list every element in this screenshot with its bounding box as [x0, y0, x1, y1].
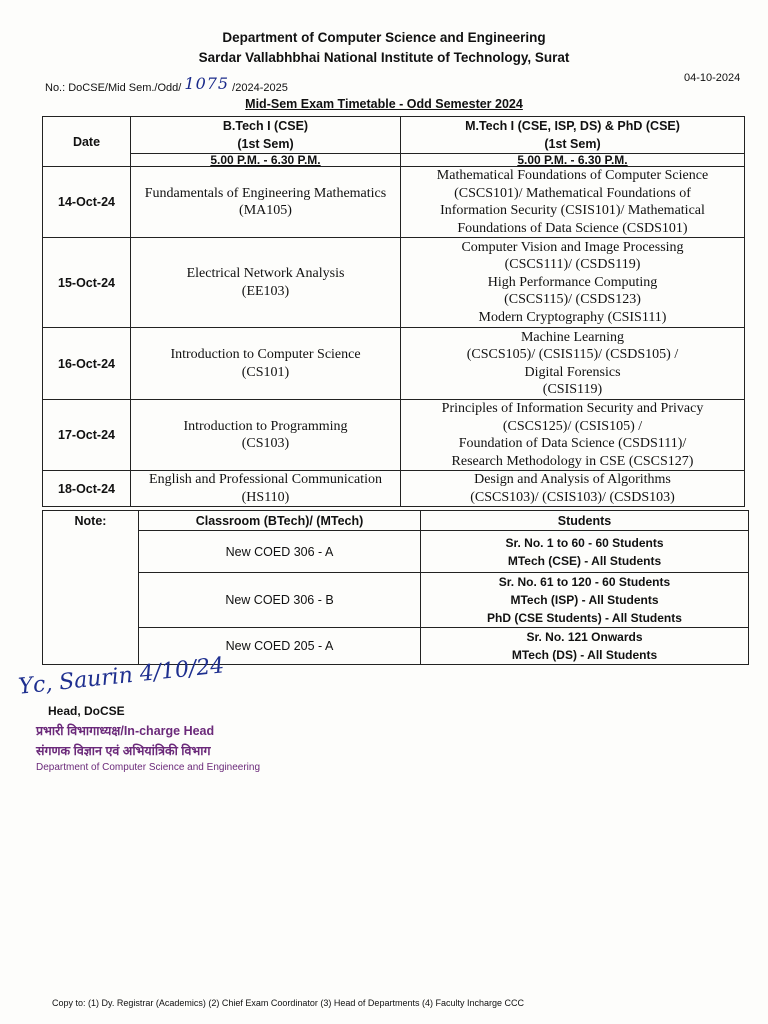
timetable-header-row: [43, 117, 745, 154]
subject-line: (HS110): [241, 489, 290, 505]
allocation-row: [43, 573, 749, 628]
subject-line: Electrical Network Analysis: [186, 266, 345, 281]
head-label: Head, DoCSE: [48, 704, 125, 718]
student-group-line: Sr. No. 121 Onwards: [526, 630, 643, 644]
student-group-line: MTech (DS) - All Students: [511, 648, 658, 662]
student-groups: [421, 628, 749, 665]
btech-subject: [131, 238, 401, 328]
student-group-line: MTech (CSE) - All Students: [507, 553, 662, 568]
allocation-header-row: [43, 511, 749, 531]
btech-column-header: [131, 117, 401, 154]
note-label: Note:: [43, 511, 139, 665]
btech-subject: [131, 328, 401, 400]
allocation-row: [43, 531, 749, 573]
subject-line: English and Professional Communication: [149, 472, 382, 487]
btech-subject: [131, 471, 401, 507]
stamp-line-incharge: प्रभारी विभागाध्यक्ष/In-charge Head: [36, 724, 215, 738]
copy-to-footer: Copy to: (1) Dy. Registrar (Academics) (2) Chief Exam Coordinator (3) Head of Departments (4) Faculty Incharge CCC: [52, 998, 524, 1008]
subject-line: Fundamentals of Engineering Mathematics: [144, 185, 387, 201]
mtech-subject: [401, 471, 745, 507]
exam-date: 15-Oct-24: [43, 238, 131, 328]
stamp-line-hindi-dept: संगणक विज्ञान एवं अभियांत्रिकी विभाग: [36, 744, 211, 758]
subject-line: Information Security (CSIS101)/ Mathematical: [440, 203, 705, 218]
subject-line: Introduction to Computer Science: [170, 347, 361, 362]
student-groups: [421, 573, 749, 628]
mtech-subject: [401, 400, 745, 471]
date-column-header: Date: [43, 117, 131, 167]
exam-date: 16-Oct-24: [43, 328, 131, 400]
student-groups: [421, 531, 749, 573]
subject-line: (CSCS101)/ Mathematical Foundations of: [454, 185, 691, 201]
mtech-subject: [401, 238, 745, 328]
subject-line: Principles of Information Security and Privacy: [441, 401, 704, 416]
subject-line: (CS101): [241, 364, 290, 380]
subject-line: Machine Learning: [520, 329, 624, 345]
student-group-line: Sr. No. 61 to 120 - 60 Students: [498, 575, 671, 589]
allocation-row: [43, 628, 749, 665]
classroom-column-header: Classroom (BTech)/ (MTech): [139, 511, 421, 531]
subject-line: (CSCS125)/ (CSIS105) /: [502, 418, 643, 434]
exam-date: 14-Oct-24: [43, 167, 131, 238]
stamp-line-english-dept: Department of Computer Science and Engineering: [36, 762, 261, 773]
subject-line: Foundations of Data Science (CSDS101): [457, 220, 688, 236]
classroom-name: New COED 306 - A: [139, 531, 421, 573]
mtech-column-header: [401, 117, 745, 154]
subject-line: Design and Analysis of Algorithms: [474, 472, 671, 487]
time-row: [43, 154, 745, 167]
exam-row: [43, 167, 745, 238]
official-stamp: [36, 722, 260, 773]
ref-prefix: No.: DoCSE/Mid Sem./Odd/: [45, 82, 182, 94]
department-title: Department of Computer Science and Engineering: [222, 30, 546, 45]
subject-line: Computer Vision and Image Processing: [461, 239, 684, 255]
students-column-header: Students: [421, 511, 749, 531]
subject-line: Foundation of Data Science (CSDS111)/: [458, 436, 687, 451]
subject-line: High Performance Computing: [487, 274, 658, 290]
subject-line: (MA105): [239, 203, 292, 218]
ref-number-handwritten: 1075: [184, 74, 230, 93]
subject-line: (CSCS115)/ (CSDS123): [504, 292, 641, 308]
classroom-allocation-table: [42, 510, 749, 665]
subject-line: Research Methodology in CSE (CSCS127): [451, 453, 694, 469]
subject-line: (CS103): [241, 436, 290, 451]
btech-subject: [131, 400, 401, 471]
exam-row: [43, 238, 745, 328]
exam-date: 18-Oct-24: [43, 471, 131, 507]
mtech-exam-time: 5.00 P.M. - 6.30 P.M.: [401, 154, 745, 167]
subject-line: Modern Cryptography (CSIS111): [478, 309, 667, 325]
mtech-header-line1: M.Tech I (CSE, ISP, DS) & PhD (CSE): [465, 119, 680, 133]
subject-line: Digital Forensics: [524, 364, 621, 380]
mtech-subject: [401, 167, 745, 238]
timetable-title: Mid-Sem Exam Timetable - Odd Semester 2024: [245, 97, 523, 111]
subject-line: (CSCS111)/ (CSDS119): [504, 257, 641, 273]
document-date: 04-10-2024: [684, 72, 741, 84]
btech-header-line2: (1st Sem): [237, 137, 294, 151]
exam-timetable: [42, 116, 745, 507]
reference-number: [45, 76, 288, 95]
btech-exam-time: 5.00 P.M. - 6.30 P.M.: [131, 154, 401, 167]
exam-row: [43, 400, 745, 471]
exam-row: [43, 328, 745, 400]
ref-suffix: /2024-2025: [232, 82, 288, 94]
subject-line: (CSCS103)/ (CSIS103)/ (CSDS103): [470, 489, 675, 505]
exam-date: 17-Oct-24: [43, 400, 131, 471]
classroom-name: New COED 306 - B: [139, 573, 421, 628]
subject-line: (CSIS119): [542, 382, 603, 397]
classroom-name: New COED 205 - A: [139, 628, 421, 665]
btech-subject: [131, 167, 401, 238]
subject-line: Mathematical Foundations of Computer Science: [436, 168, 709, 183]
student-group-line: MTech (ISP) - All Students: [510, 593, 659, 607]
institute-title: Sardar Vallabhbhai National Institute of Technology, Surat: [198, 50, 570, 65]
handwritten-signature: [17, 653, 226, 700]
subject-line: (CSCS105)/ (CSIS115)/ (CSDS105) /: [466, 347, 679, 362]
btech-header-line1: B.Tech I (CSE): [222, 119, 309, 133]
signature-scrawl: Yc, Saurin 4/10/24: [17, 653, 226, 700]
mtech-subject: [401, 328, 745, 400]
mtech-header-line2: (1st Sem): [544, 137, 601, 151]
student-group-line: Sr. No. 1 to 60 - 60 Students: [505, 535, 664, 550]
subject-line: (EE103): [241, 283, 290, 299]
exam-row: [43, 471, 745, 507]
student-group-line: PhD (CSE Students) - All Students: [487, 611, 682, 625]
subject-line: Introduction to Programming: [183, 418, 348, 434]
